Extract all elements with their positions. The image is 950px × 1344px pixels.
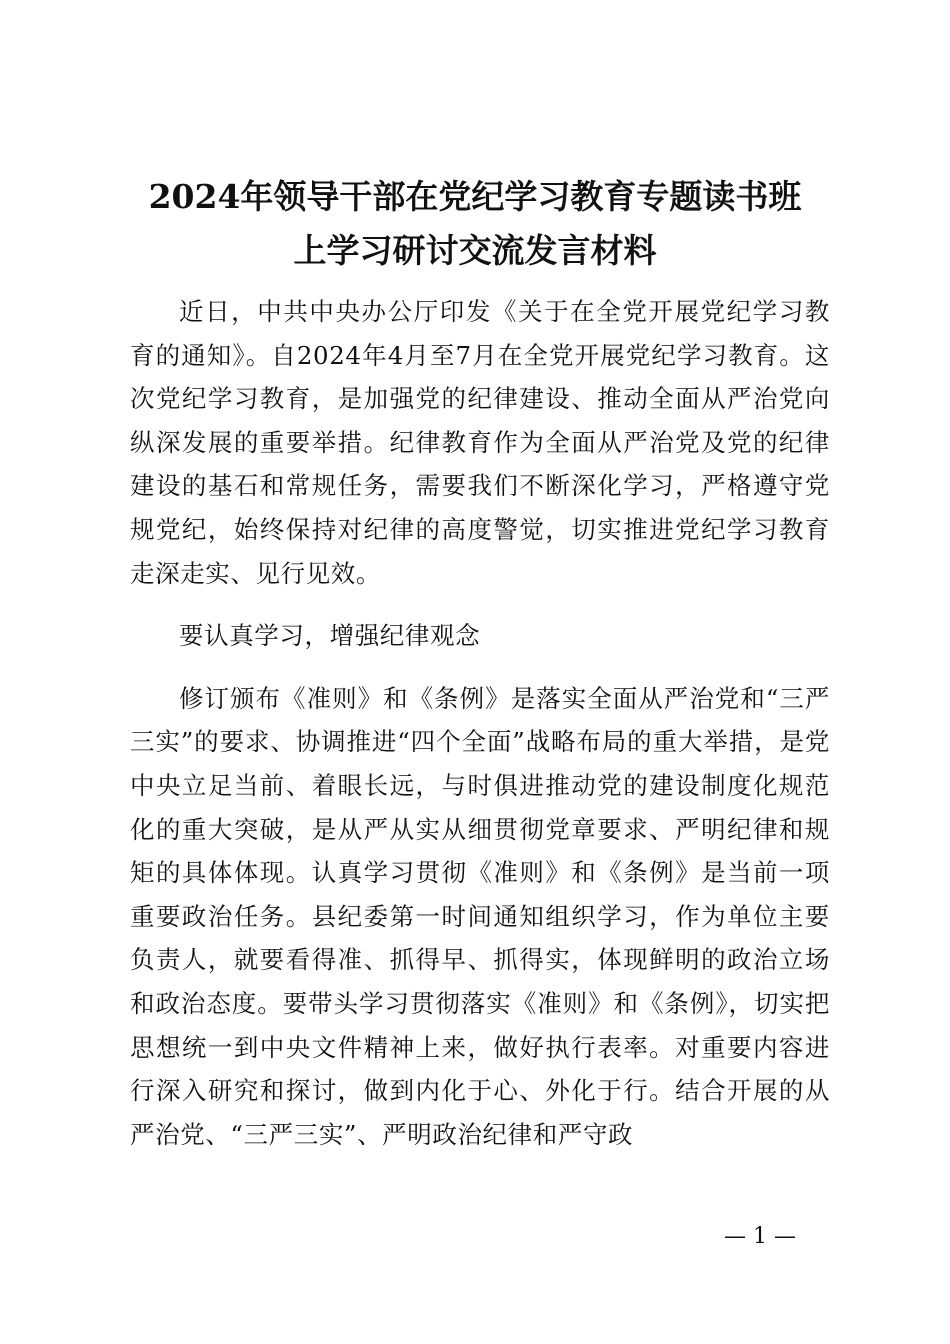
page-number: — 1 — bbox=[724, 1224, 796, 1249]
document-title bbox=[100, 170, 850, 278]
document-body bbox=[130, 290, 830, 1156]
title-line-2: 上学习研讨交流发言材料 bbox=[293, 231, 657, 270]
title-line-1: 2024年领导干部在党纪学习教育专题读书班 bbox=[148, 177, 802, 216]
paragraph-intro: 近日，中共中央办公厅印发《关于在全党开展党纪学习教育的通知》。自2024年4月至7月在全党开展党纪学习教育。这次党纪学习教育，是加强党的纪律建设、推动全面从严治党向纵深发展的重要举措。纪律教育作为全面从严治党及党的纪律建设的基石和常规任务，需要我们不断深化学习，严格遵守党规党纪，始终保持对纪律的高度警觉，切实推进党纪学习教育走深走实、见行见效。 bbox=[130, 297, 830, 588]
paragraph-body: 修订颁布《准则》和《条例》是落实全面从严治党和“三严三实”的要求、协调推进“四个全面”战略布局的重大举措，是党中央立足当前、着眼长远，与时俱进推动党的建设制度化规范化的重大突破，是从严从实从细贯彻党章要求、严明纪律和规矩的具体体现。认真学习贯彻《准则》和《条例》是当前一项重要政治任务。县纪委第一时间通知组织学习，作为单位主要负责人，就要看得准、抓得早、抓得实，体现鲜明的政治立场和政治态度。要带头学习贯彻落实《准则》和《条例》，切实把思想统一到中央文件精神上来，做好执行表率。对重要内容进行深入研究和探讨，做到内化于心、外化于行。结合开展的从严治党、“三严三实”、严明政治纪律和严守政 bbox=[130, 683, 830, 1149]
section-heading: 要认真学习，增强纪律观念 bbox=[179, 621, 481, 651]
